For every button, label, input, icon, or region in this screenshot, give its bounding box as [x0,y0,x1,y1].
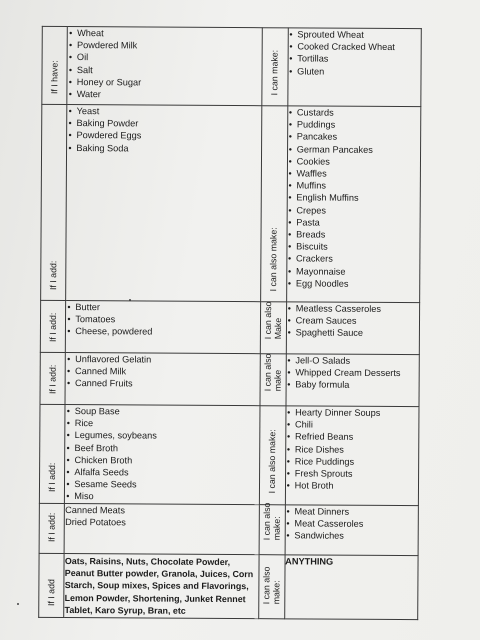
list-item: • Tortillas [288,53,420,66]
results-cell [285,504,419,555]
list-item: • Miso [65,490,259,503]
table-row [39,553,418,619]
row-label-cell [39,404,65,503]
results-cell [285,406,419,505]
result-label: I can also make: [267,429,278,494]
row-label-cell [41,104,68,300]
list-item: • Canned Milk [66,365,260,378]
list-item: • Waffles [288,167,420,180]
table-row [39,404,419,505]
row-label: If I add: [47,463,58,493]
list-item: • Rice Puddings [286,455,418,468]
list-item: • Gluten [288,65,420,78]
ingredients-cell [67,27,262,106]
result-label-cell [261,302,287,354]
results-cell [286,302,420,355]
table-row [40,352,419,406]
list-item: • Canned Fruits [66,377,260,390]
row-label: If I add [46,579,57,607]
list-item: • Yeast [68,105,262,118]
list-item: • Unflavored Gelatin [66,353,260,366]
row-label-cell [39,503,65,553]
list-item: • Sandwiches [285,529,417,542]
result-label-line: make [273,369,284,392]
list-item: • Tomatoes [66,313,260,326]
table-row [41,104,421,302]
list-item: • Custards [288,106,420,119]
table-row [40,300,419,354]
result-label [263,354,283,392]
list-item: • English Muffins [287,192,419,205]
row-label: If I have: [49,60,60,94]
list-item: • Meatless Casseroles [287,302,419,315]
result-label-line: make: [271,579,282,604]
list-item: • Whipped Cream Desserts [286,367,418,380]
result-label-line: Make [273,317,284,340]
ingredients-cell [64,553,259,618]
list-item: • German Pancakes [288,143,420,156]
results-cell [286,106,421,303]
list-item: • Chili [286,419,418,432]
list-item: • Soup Base [66,405,260,418]
ingredients-cell [65,352,260,405]
other-ingredients-paragraph: Oats, Raisins, Nuts, Chocolate Powder, Peanut Butter powder, Granola, Juices, Corn Starch, Soup mixes, Spices and Flavorings, Lemon Powder, Shortening, Junket Rennet Tablet, Karo Syrup, Bran, etc [64,555,254,616]
ingredients-cell [65,404,261,504]
list-item: • Alfalfa Seeds [65,466,259,479]
paper-speck [17,603,19,605]
row-label: If I add: [47,312,59,342]
row-label: If I add: [48,260,59,290]
list-item: • Legumes, soybeans [66,429,260,442]
list-item: • Butter [66,301,260,314]
list-item: • Rice [66,417,260,430]
ingredients-cell [66,105,262,302]
list-item: • Hot Broth [286,480,418,493]
result-label-line: make: [272,515,283,540]
list-item: Dried Potatoes [65,516,126,528]
table-row [39,503,418,555]
result-label-cell [262,28,288,106]
result-label: I can also make: [268,227,279,292]
ingredients-cell [64,503,259,554]
ingredients-cell [66,300,261,353]
result-label-cell [259,554,285,618]
result-label [263,302,283,340]
list-item: • Pancakes [288,131,420,144]
list-item: • Honey or Sugar [68,76,262,89]
result-label-line: I can also [261,566,272,604]
list-item: • Rice Dishes [286,443,418,456]
list-item: • Mayonnaise [287,265,419,278]
list-item: • Jell-O Salads [286,354,418,367]
list-item: • Muffins [287,180,419,193]
list-item: • Powdered Milk [68,39,262,52]
results-cell [286,354,420,407]
list-item: • Breads [287,228,419,241]
anything-text: ANYTHING [285,555,334,567]
row-label: If I add: [47,364,58,394]
list-item: • Cooked Cracked Wheat [288,41,420,54]
row-label-cell [39,553,65,617]
row-label-cell [40,300,66,352]
list-item: • Spaghetti Sauce [287,327,419,340]
list-item: • Egg Noodles [287,277,419,290]
result-label-line: I can also [262,502,273,540]
result-label-cell [259,504,285,554]
list-item: • Wheat [68,27,262,40]
list-item: • Fresh Sprouts [286,467,418,480]
result-label-cell [260,406,286,505]
result-label-line: I can also [263,301,274,340]
results-cell [284,554,418,619]
list-item: • Cream Sauces [287,315,419,328]
results-cell [287,28,421,107]
list-item: • Baby formula [286,379,418,392]
list-item: • Cookies [288,155,420,168]
result-label-cell [260,354,286,406]
list-item: • Water [68,88,262,101]
table-row [42,26,421,106]
list-item: • Meat Casseroles [285,517,417,530]
row-label-cell [42,26,68,104]
list-item: • Meat Dinners [285,505,417,518]
list-item: • Chicken Broth [65,454,259,467]
list-item: • Baking Soda [67,142,261,155]
row-label: If I add: [46,513,57,543]
list-item: • Crepes [287,204,419,217]
result-label: I can make: [269,49,281,96]
list-item: • Pasta [287,216,419,229]
list-item: • Salt [68,64,262,77]
list-item: • Puddings [288,119,420,132]
list-item: Canned Meats [65,504,125,515]
list-item: • Biscuits [287,241,419,254]
list-item: • Crackers [287,253,419,266]
list-item: • Hearty Dinner Soups [286,406,418,419]
result-label-cell [261,106,288,302]
list-item: • Beef Broth [66,442,260,455]
row-label-cell [40,352,66,404]
food-storage-table [38,26,422,620]
result-label-line: I can also [263,353,274,392]
list-item: • Powdered Eggs [67,129,261,142]
list-item: • Sesame Seeds [65,478,259,491]
list-item: • Oil [68,51,262,64]
result-label [262,566,282,604]
list-item: • Baking Powder [68,117,262,130]
paper-speck [129,299,131,301]
list-item: • Cheese, powdered [66,325,260,338]
list-item: • Sprouted Wheat [288,28,420,41]
result-label [262,502,282,540]
list-item: • Refried Beans [286,431,418,444]
